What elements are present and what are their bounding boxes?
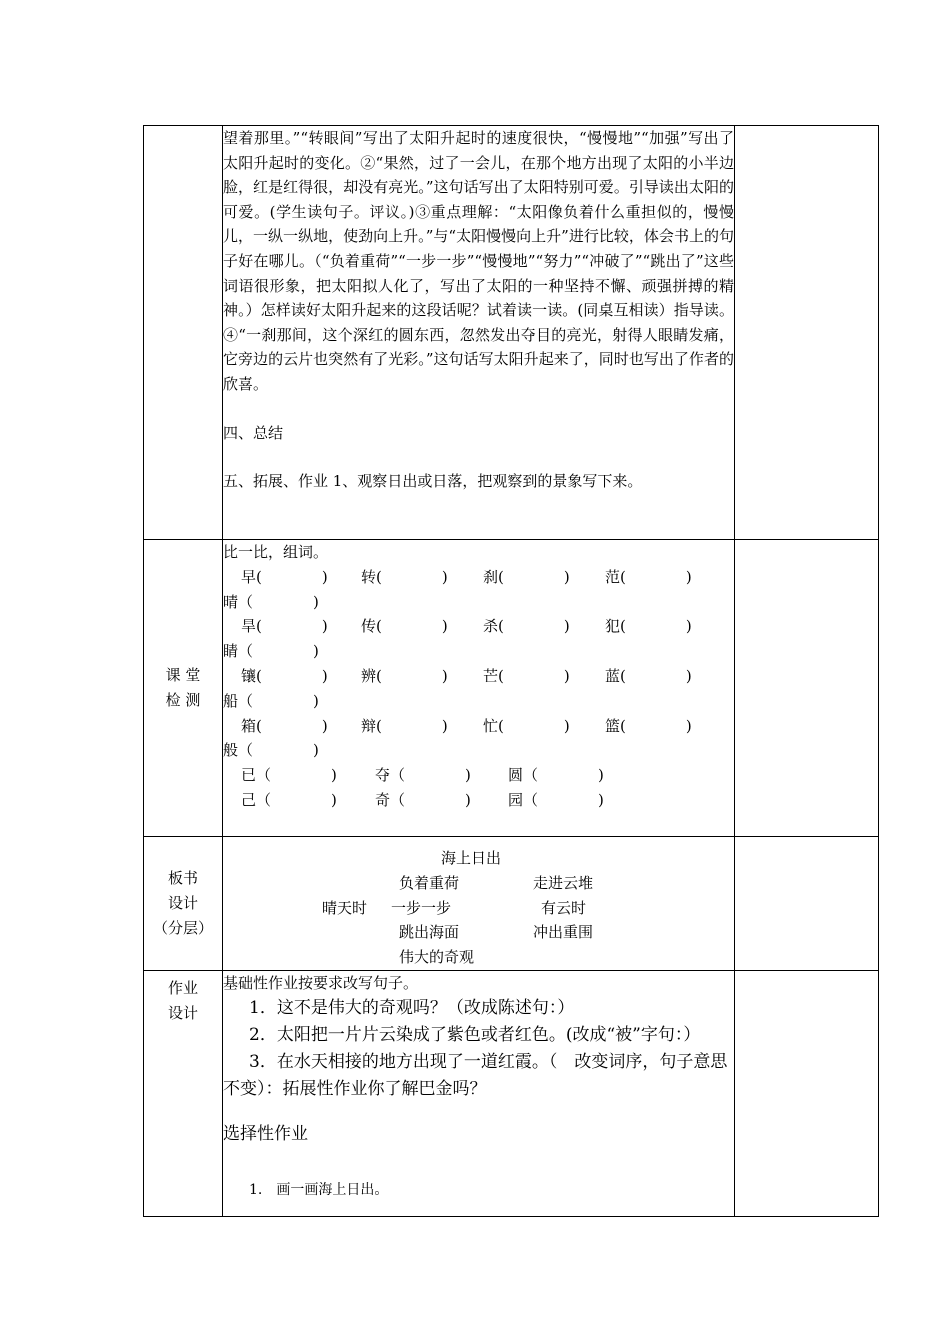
word-item: 杀( ) <box>483 617 570 636</box>
homework-content-cell <box>223 971 735 1217</box>
word-item: 传( ) <box>361 617 448 636</box>
test-title: 比一比，组词。 <box>223 543 329 561</box>
homework-item: 1．这不是伟大的奇观吗？（改成陈述句：） <box>249 998 575 1018</box>
word-item: 船（ ) <box>223 691 319 710</box>
test-notes-cell <box>735 540 879 837</box>
board-label-line3: （分层） <box>152 919 213 937</box>
board-text: 走进云堆 <box>533 874 594 892</box>
word-item: 晴（ ) <box>223 592 319 611</box>
summary-heading: 四、总结 <box>223 423 284 442</box>
word-item: 早( ) <box>241 567 328 586</box>
word-item: 辨( ) <box>361 666 448 685</box>
board-label-cell <box>144 837 223 971</box>
test-label-cell <box>144 540 223 837</box>
word-row <box>223 788 734 813</box>
word-item: 刹( ) <box>483 567 570 586</box>
homework-row <box>144 971 879 1217</box>
board-content-cell <box>223 837 735 971</box>
word-item: 转( ) <box>361 567 448 586</box>
word-item: 睛（ ) <box>223 642 319 661</box>
board-text: 一步一步 <box>391 899 452 917</box>
lesson-plan-table <box>143 125 879 1217</box>
word-item: 夺（ ) <box>375 766 471 785</box>
process-notes-cell <box>735 126 879 540</box>
test-row <box>144 540 879 837</box>
word-item: 蓝( ) <box>605 666 692 685</box>
word-item: 范( ) <box>605 567 692 586</box>
word-row <box>223 714 734 739</box>
word-item: 箱( ) <box>241 716 328 735</box>
homework-item: 2．太阳把一片片云染成了紫色或者红色。(改成“被”字句：） <box>249 1025 701 1045</box>
word-item: 辩( ) <box>361 716 448 735</box>
word-item: 奇（ ) <box>375 790 471 809</box>
homework-label-cell <box>144 971 223 1217</box>
board-row <box>144 837 879 971</box>
board-text: 伟大的奇观 <box>399 948 475 966</box>
word-item: 芒( ) <box>483 666 570 685</box>
homework-draw-item: 1. 画一画海上日出。 <box>249 1182 389 1198</box>
board-label-line2: 设计 <box>167 894 198 912</box>
extension-heading: 五、拓展、作业 1、观察日出或日落，把观察到的景象写下来。 <box>223 472 643 491</box>
board-text: 负着重荷 <box>399 874 460 892</box>
homework-notes-cell <box>735 971 879 1217</box>
homework-item: 3．在水天相接的地方出现了一道红霞。（ 改变词序，句子意思不变）：拓展性作业你了解巴金吗？ <box>223 1052 728 1099</box>
process-row <box>144 126 879 540</box>
word-item: 己（ ) <box>241 790 337 809</box>
process-label-cell <box>144 126 223 540</box>
word-row <box>223 565 734 590</box>
word-row <box>223 763 734 788</box>
word-item: 旱( ) <box>241 617 328 636</box>
word-row <box>223 614 734 639</box>
word-item: 忙( ) <box>483 716 570 735</box>
board-notes-cell <box>735 837 879 971</box>
test-label-line2: 检 测 <box>165 691 201 709</box>
process-content-cell <box>223 126 735 540</box>
test-label-line1: 课 堂 <box>165 666 201 684</box>
word-item: 园（ ) <box>508 790 604 809</box>
homework-label-line2: 设计 <box>167 1004 198 1022</box>
homework-label-line1: 作业 <box>167 979 198 997</box>
board-text: 有云时 <box>541 899 587 917</box>
board-text: 冲出重围 <box>533 923 594 941</box>
word-item: 镶( ) <box>241 666 328 685</box>
board-text: 晴天时 <box>322 899 368 917</box>
optional-homework-heading: 选择性作业 <box>223 1124 308 1144</box>
word-item: 般（ ) <box>223 741 319 760</box>
process-paragraph: 望着那里。”“转眼间”写出了太阳升起时的速度很快，“慢慢地”“加强”写出了太阳升起时的变化。②“果然，过了一会儿，在那个地方出现了太阳的小半边脸，红是红得很，却没有亮光。”这句话写出了太阳特别可爱。引导读出太阳的可爱。(学生读句子。评议。)③重点理解：“太阳像负着什么重担似的，慢慢儿，一纵一纵地，使劲向上升。”与“太阳慢慢向上升”进行比较，体会书上的句子好在哪儿。（“负着重荷”“一步一步”“慢慢地”“努力”“冲破了”“跳出了”这些词语很形象，把太阳拟人化了，写出了太阳的一种坚持不懈、顽强拼搏的精神。）怎样读好太阳升起来的这段话呢？试着读一读。(同桌互相读）指导读。④“一刹那间，这个深红的圆东西，忽然发出夺目的亮光，射得人眼睛发痛，它旁边的云片也突然有了光彩。”这句话写太阳升起来了，同时也写出了作者的欣喜。 <box>223 129 734 393</box>
word-item: 圆（ ) <box>508 766 604 785</box>
word-item: 篮( ) <box>605 716 692 735</box>
word-item: 犯( ) <box>605 617 692 636</box>
word-row <box>223 664 734 689</box>
board-title: 海上日出 <box>441 849 502 867</box>
board-text: 跳出海面 <box>399 923 460 941</box>
homework-intro: 基础性作业按要求改写句子。 <box>223 974 419 992</box>
word-item: 已（ ) <box>241 766 337 785</box>
board-label-line1: 板书 <box>167 869 198 887</box>
test-content-cell <box>223 540 735 837</box>
